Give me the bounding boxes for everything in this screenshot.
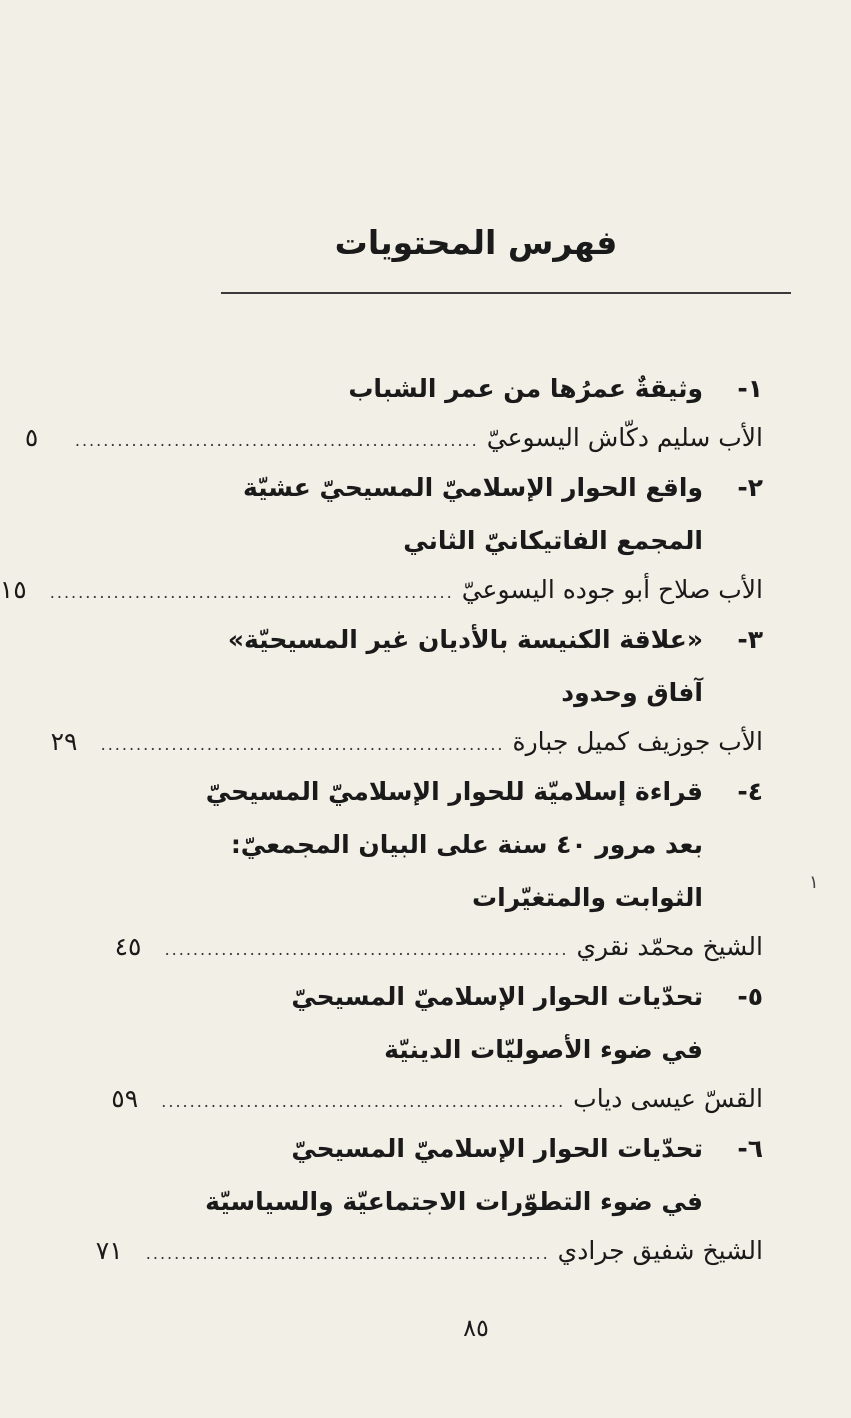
toc-entry-title-line: [218, 1023, 763, 1076]
toc-entry: [24, 362, 763, 461]
toc-entry: [111, 970, 763, 1122]
dot-leader: .........................................................: [100, 735, 505, 754]
toc-entry-title: وثيقةٌ عمرُها من عمر الشباب: [348, 374, 703, 403]
toc-entry-author-line: [24, 415, 763, 461]
toc-entry-title: قراءة إسلاميّة للحوار الإسلاميّ المسيحيّ: [205, 777, 703, 806]
toc-entry: [0, 461, 763, 613]
toc-entry-author-line: [114, 924, 763, 970]
dot-leader: .........................................................: [74, 431, 479, 450]
toc-entry-author: الأب جوزيف كميل جبارة: [512, 727, 763, 756]
toc-entry-title-line: [218, 613, 763, 666]
toc-entry-author: الشيخ شفيق جرادي: [557, 1236, 763, 1265]
toc-entry-author-line: [0, 567, 763, 613]
toc-entry-title: آفاق وحدود: [561, 678, 703, 707]
toc-entry-title: المجمع الفاتيكانيّ الثاني: [403, 526, 703, 555]
toc-entry-page: ٥: [24, 423, 39, 452]
toc-entry-title: واقع الحوار الإسلاميّ المسيحيّ عشيّة: [242, 473, 703, 502]
toc-entry-title-line: [218, 1122, 763, 1175]
toc-entry: [114, 765, 763, 970]
page-title: فهرس المحتويات: [334, 223, 618, 262]
toc-entry-title: تحدّيات الحوار الإسلاميّ المسيحيّ: [291, 982, 703, 1011]
dot-leader: .........................................................: [164, 940, 569, 959]
dot-leader: .........................................................: [145, 1244, 550, 1263]
toc-entry-number: ١-: [737, 374, 763, 403]
toc-entry-author-line: [111, 1076, 763, 1122]
toc-entry-title-line: [218, 666, 763, 719]
toc-entry-title-line: [205, 1175, 763, 1228]
toc-entry-number: ٥-: [737, 982, 763, 1011]
toc-entry-author-line: [50, 719, 763, 765]
toc-entry-page: ٧١: [95, 1236, 123, 1265]
toc-entry-number: ٣-: [737, 625, 763, 654]
toc-entry-title: بعد مرور ٤٠ سنة على البيان المجمعيّ:: [230, 830, 703, 859]
title-rule: [221, 292, 791, 294]
dot-leader: .........................................................: [161, 1092, 566, 1111]
toc-entry: [50, 613, 763, 765]
dot-leader: .........................................................: [49, 583, 454, 602]
toc-entry-title-line: [218, 514, 763, 567]
toc-entry-number: ٢-: [737, 473, 763, 502]
toc-entry-title-line: [218, 461, 763, 514]
toc-entry-title-line: [218, 362, 763, 415]
toc-entry-page: ٤٥: [114, 932, 142, 961]
toc-entry-title-line: [218, 970, 763, 1023]
toc-entry-number: ٦-: [737, 1134, 763, 1163]
toc-entry-number: ٤-: [737, 777, 763, 806]
toc-entry-title: «علاقة الكنيسة بالأديان غير المسيحيّة»: [227, 625, 703, 654]
toc-entry-author-line: [95, 1228, 763, 1274]
toc-entry-author: القسّ عيسى دياب: [573, 1084, 763, 1113]
toc-entry: [95, 1122, 763, 1274]
toc-entry-title-line: [205, 765, 763, 818]
toc-entry-page: ١٥: [0, 575, 27, 604]
toc-entry-page: ٢٩: [50, 727, 78, 756]
toc-entry-page: ٥٩: [111, 1084, 139, 1113]
toc-entry-title-line: [218, 818, 763, 871]
toc-entry-author: الشيخ محمّد نقري: [576, 932, 763, 961]
toc-entry-title: في ضوء الأصوليّات الدينيّة: [384, 1035, 703, 1064]
toc-entry-author: الأب سليم دكّاش اليسوعيّ: [486, 423, 763, 452]
toc-entry-author: الأب صلاح أبو جوده اليسوعيّ: [461, 575, 763, 604]
toc-entry-title: الثوابت والمتغيّرات: [472, 883, 703, 912]
margin-mark: ١: [809, 872, 819, 893]
toc-entry-title-line: [218, 871, 763, 924]
table-of-contents: [0, 362, 763, 1274]
toc-entry-title: تحدّيات الحوار الإسلاميّ المسيحيّ: [291, 1134, 703, 1163]
page-number: ٨٥: [463, 1314, 489, 1342]
toc-entry-title: في ضوء التطوّرات الاجتماعيّة والسياسيّة: [205, 1187, 703, 1216]
